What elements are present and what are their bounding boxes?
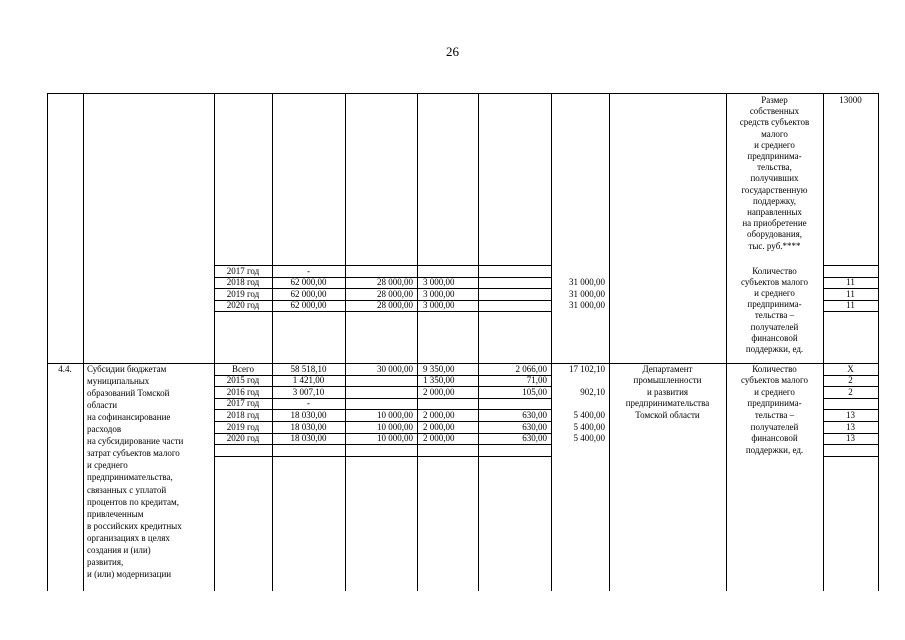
executor-line: Департамент xyxy=(642,363,693,374)
measure-name-line: затрат субъектов малого xyxy=(87,448,180,459)
municipal-cell: 71,00 xyxy=(526,375,547,386)
federal-cell: 10 000,00 xyxy=(377,433,413,444)
measure-name-line: организациях в целях xyxy=(87,532,170,543)
extra-budget-cell: 5 400,00 xyxy=(573,409,605,420)
total-cell: 3 007,10 xyxy=(292,386,325,397)
indicator-value: X xyxy=(847,363,854,374)
total-cell: 62 000,00 xyxy=(290,300,327,311)
column-line xyxy=(823,93,824,591)
total-cell: 62 000,00 xyxy=(290,277,327,288)
indicator-name-line: получателей xyxy=(750,421,799,432)
federal-cell: 28 000,00 xyxy=(377,300,413,311)
total-cell: 18 030,00 xyxy=(290,421,327,432)
indicator-name-line: и среднего xyxy=(754,386,795,397)
indicator-row-line xyxy=(823,456,879,457)
regional-cell: 2 000,00 xyxy=(423,409,455,420)
indicator-name-line: поддержки, ед. xyxy=(745,343,804,354)
year-row-line xyxy=(214,456,552,457)
total-cell: 62 000,00 xyxy=(290,288,327,299)
column-line xyxy=(551,93,552,591)
indicator-value: 13 xyxy=(846,409,855,420)
federal-cell: 10 000,00 xyxy=(377,409,413,420)
measure-name-line: и (или) модернизации xyxy=(87,569,172,580)
municipal-cell: 105,00 xyxy=(522,386,547,397)
regional-cell: 2 000,00 xyxy=(423,386,455,397)
indicator-name-line: тельства, xyxy=(757,162,792,173)
year-row-line xyxy=(214,311,552,312)
extra-budget-cell: 17 102,10 xyxy=(569,363,605,374)
measure-name-line: предпринимательства, xyxy=(87,472,173,483)
total-cell: 18 030,00 xyxy=(290,433,327,444)
extra-budget-cell: 31 000,00 xyxy=(569,300,605,311)
indicator-value: 13 xyxy=(846,421,855,432)
regional-cell: 2 000,00 xyxy=(423,433,455,444)
indicator-value: 11 xyxy=(846,288,855,299)
indicator-row-line xyxy=(823,444,879,445)
federal-cell: 28 000,00 xyxy=(377,288,413,299)
measure-name-line: муниципальных xyxy=(87,375,150,386)
regional-cell: 1 350,00 xyxy=(423,375,455,386)
measure-name-line: области xyxy=(87,399,118,410)
year-cell: 2019 год xyxy=(226,288,260,299)
indicator-name-line: и среднего xyxy=(754,287,795,298)
municipal-cell: 630,00 xyxy=(522,421,547,432)
year-row-line xyxy=(214,444,552,445)
column-line xyxy=(417,93,418,591)
measure-name-line: образований Томской xyxy=(87,387,170,398)
year-cell: 2017 год xyxy=(226,398,260,409)
total-cell: 18 030,00 xyxy=(290,409,327,420)
indicator-name-line: финансовой xyxy=(751,332,798,343)
year-cell: 2020 год xyxy=(226,300,260,311)
indicator-row-line xyxy=(823,311,879,312)
extra-budget-cell: 31 000,00 xyxy=(569,288,605,299)
extra-budget-cell: 902,10 xyxy=(580,386,605,397)
column-line xyxy=(47,93,48,591)
year-cell: 2016 год xyxy=(226,386,260,397)
municipal-cell: 630,00 xyxy=(522,409,547,420)
indicator-row-line xyxy=(823,265,879,266)
regional-cell: 3 000,00 xyxy=(423,300,455,311)
indicator-value: 2 xyxy=(848,386,853,397)
indicator-name-line: предпринима- xyxy=(747,299,802,310)
column-line xyxy=(345,93,346,591)
extra-budget-cell: 31 000,00 xyxy=(569,277,605,288)
indicator-name-line: тельства – xyxy=(754,310,795,321)
measure-name-line: процентов по кредитам, xyxy=(87,496,179,507)
measure-name-line: развития, xyxy=(87,557,124,568)
municipal-cell: 2 066,00 xyxy=(515,363,547,374)
indicator-name-line: и среднего xyxy=(754,139,795,150)
indicator-name-line: малого xyxy=(761,128,788,139)
executor-line: и развития xyxy=(646,386,689,397)
indicator-name-line: получивших xyxy=(750,173,799,184)
federal-cell: 10 000,00 xyxy=(377,421,413,432)
measure-name-line: и среднего xyxy=(87,460,128,471)
column-line xyxy=(272,93,273,591)
column-line xyxy=(878,93,879,591)
measure-name-line: создания и (или) xyxy=(87,545,151,555)
indicator-name-line: Размер xyxy=(761,95,788,105)
regional-cell: 3 000,00 xyxy=(423,288,455,299)
column-line xyxy=(609,93,610,591)
total-cell: - xyxy=(307,265,310,276)
total-cell: 58 518,10 xyxy=(290,363,327,374)
table-top-line xyxy=(47,93,879,94)
column-line xyxy=(478,93,479,591)
regional-cell: 2 000,00 xyxy=(423,421,455,432)
indicator-name-line: субъектов малого xyxy=(741,276,808,287)
year-cell: 2020 год xyxy=(226,433,260,444)
indicator-name-line: Количество xyxy=(752,363,797,374)
total-cell: - xyxy=(307,398,310,409)
indicator-name-line: средств субъектов xyxy=(739,117,810,128)
indicator-name-line: на приобретение xyxy=(742,218,807,229)
year-cell: 2017 год xyxy=(226,265,260,276)
indicator-name-line: тельства – xyxy=(754,409,795,420)
measure-name-line: связанных с уплатой xyxy=(87,484,167,495)
executor-line: Томской области xyxy=(635,409,700,420)
indicator-value: 13000 xyxy=(839,95,862,105)
indicator-name-line: государственную xyxy=(741,184,808,195)
year-cell: 2019 год xyxy=(226,421,260,432)
column-line xyxy=(214,93,215,591)
indicator-name-line: тыс. руб.**** xyxy=(748,240,801,251)
measure-name-line: привлеченным xyxy=(87,508,144,519)
indicator-name-line: предпринима- xyxy=(747,398,802,409)
indicator-name-line: направленных xyxy=(747,207,802,217)
measure-name-line: на субсидирование части xyxy=(87,436,184,447)
year-cell: 2018 год xyxy=(226,277,260,288)
indicator-name-line: Количество xyxy=(752,265,797,276)
indicator-value: 13 xyxy=(846,433,855,444)
measure-name-line: Субсидии бюджетам xyxy=(87,363,167,374)
municipal-cell: 630,00 xyxy=(522,433,547,444)
indicator-name-line: поддержку, xyxy=(752,195,797,206)
measure-name-line: расходов xyxy=(87,424,122,434)
indicator-name-line: предпринима- xyxy=(747,151,802,161)
federal-cell: 30 000,00 xyxy=(377,363,413,374)
executor-line: предпринимательства xyxy=(625,398,710,409)
year-cell: 2018 год xyxy=(226,409,260,420)
indicator-value: 11 xyxy=(846,300,855,311)
year-cell: 2015 год xyxy=(226,375,260,386)
indicator-name-line: получателей xyxy=(750,321,799,332)
extra-budget-cell: 5 400,00 xyxy=(573,421,605,432)
column-line xyxy=(83,93,84,591)
total-cell: 1 421,00 xyxy=(292,375,325,386)
indicator-value: 11 xyxy=(846,277,855,288)
measure-name-line: в российских кредитных xyxy=(87,520,182,531)
page-number: 26 xyxy=(446,44,459,59)
executor-line: промышленности xyxy=(633,375,702,386)
row-number: 4.4. xyxy=(58,363,72,374)
indicator-row-line xyxy=(823,398,879,399)
indicator-name-line: финансовой xyxy=(751,433,798,444)
extra-budget-cell: 5 400,00 xyxy=(573,433,605,444)
year-cell: Всего xyxy=(231,363,255,374)
indicator-value: 2 xyxy=(848,375,853,386)
measure-name-line: на софинансирование xyxy=(87,411,171,422)
indicator-name-line: поддержки, ед. xyxy=(745,444,804,455)
regional-cell: 3 000,00 xyxy=(423,277,455,288)
indicator-name-line: оборудования, xyxy=(746,229,803,240)
regional-cell: 9 350,00 xyxy=(423,363,455,374)
federal-cell: 28 000,00 xyxy=(377,277,413,288)
indicator-name-line: субъектов малого xyxy=(741,375,808,386)
indicator-name-line: собственных xyxy=(749,106,800,117)
